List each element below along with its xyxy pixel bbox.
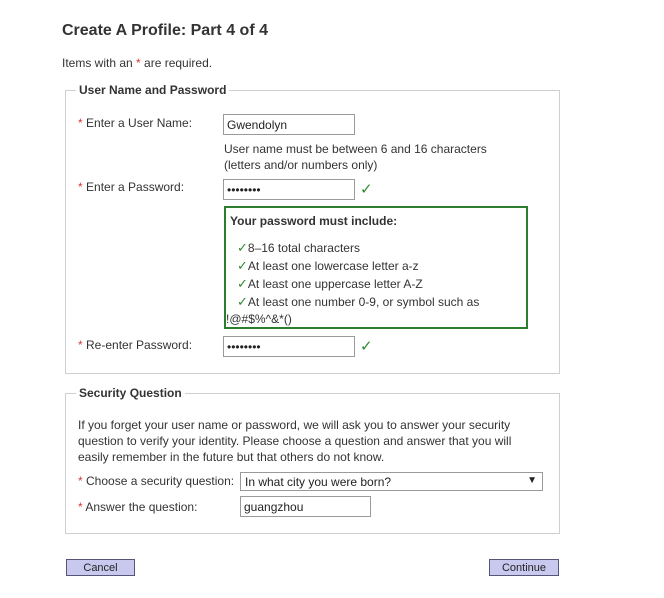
check-icon: ✓ [237,276,248,291]
password-rule-item [237,276,423,292]
required-note-prefix: Items with an [62,56,137,70]
password-rule-symbols: !@#$%^&*() [226,312,292,326]
username-hint-line1: User name must be between 6 and 16 characters [224,142,487,156]
reenter-valid-check-icon: ✓ [360,338,373,355]
account-legend: User Name and Password [79,83,227,97]
check-icon: ✓ [237,294,248,309]
password-label-text: Enter a Password: [86,180,185,194]
security-answer-label-text: Answer the question: [85,500,198,514]
security-intro [78,417,511,465]
password-rule-item [237,240,360,256]
security-answer-input[interactable] [240,496,371,517]
security-intro-line1: If you forget your user name or password, we will ask you to answer your security [78,418,511,432]
required-star: * [78,474,83,488]
username-hint-line2: (letters and/or numbers only) [224,158,378,172]
password-rules-box [224,206,528,329]
check-icon: ✓ [237,240,248,255]
password-rule-text: At least one uppercase letter A-Z [247,277,423,291]
security-intro-line2: question to verify your identity. Please choose a question and answer that you will [78,434,512,448]
reenter-password-label [78,338,192,352]
password-rule-text: 8–16 total characters [247,241,360,255]
username-hint [224,141,487,173]
username-label-text: Enter a User Name: [86,116,193,130]
required-star: * [78,180,83,194]
security-question-label-text: Choose a security question: [86,474,235,488]
password-rule-item [237,258,419,274]
security-legend: Security Question [79,386,182,400]
password-label [78,180,184,194]
security-question-selected: In what city you were born? [245,475,392,489]
reenter-password-input[interactable] [223,336,355,357]
username-input[interactable] [223,114,355,135]
password-rules-title: Your password must include: [230,214,398,228]
password-input[interactable] [223,179,355,200]
check-icon: ✓ [237,258,248,273]
cancel-button[interactable]: Cancel [66,559,135,576]
required-star: * [136,56,141,70]
password-valid-check-icon: ✓ [360,181,373,198]
security-question-select[interactable] [240,472,543,491]
chevron-down-icon[interactable]: ▼ [527,475,537,486]
security-answer-label [78,500,197,514]
required-star: * [78,500,83,514]
continue-button[interactable]: Continue [489,559,559,576]
required-star: * [78,116,83,130]
username-label [78,116,192,130]
password-rule-item [237,294,479,310]
page-title: Create A Profile: Part 4 of 4 [62,22,268,39]
reenter-password-label-text: Re-enter Password: [86,338,193,352]
required-star: * [78,338,83,352]
required-note-suffix: are required. [140,56,213,70]
security-question-label [78,474,234,488]
password-rule-text: At least one lowercase letter a-z [247,259,419,273]
required-note [62,56,212,70]
password-rule-text: At least one number 0-9, or symbol such as [247,295,480,309]
security-intro-line3: easily remember in the future but that others do not know. [78,450,385,464]
